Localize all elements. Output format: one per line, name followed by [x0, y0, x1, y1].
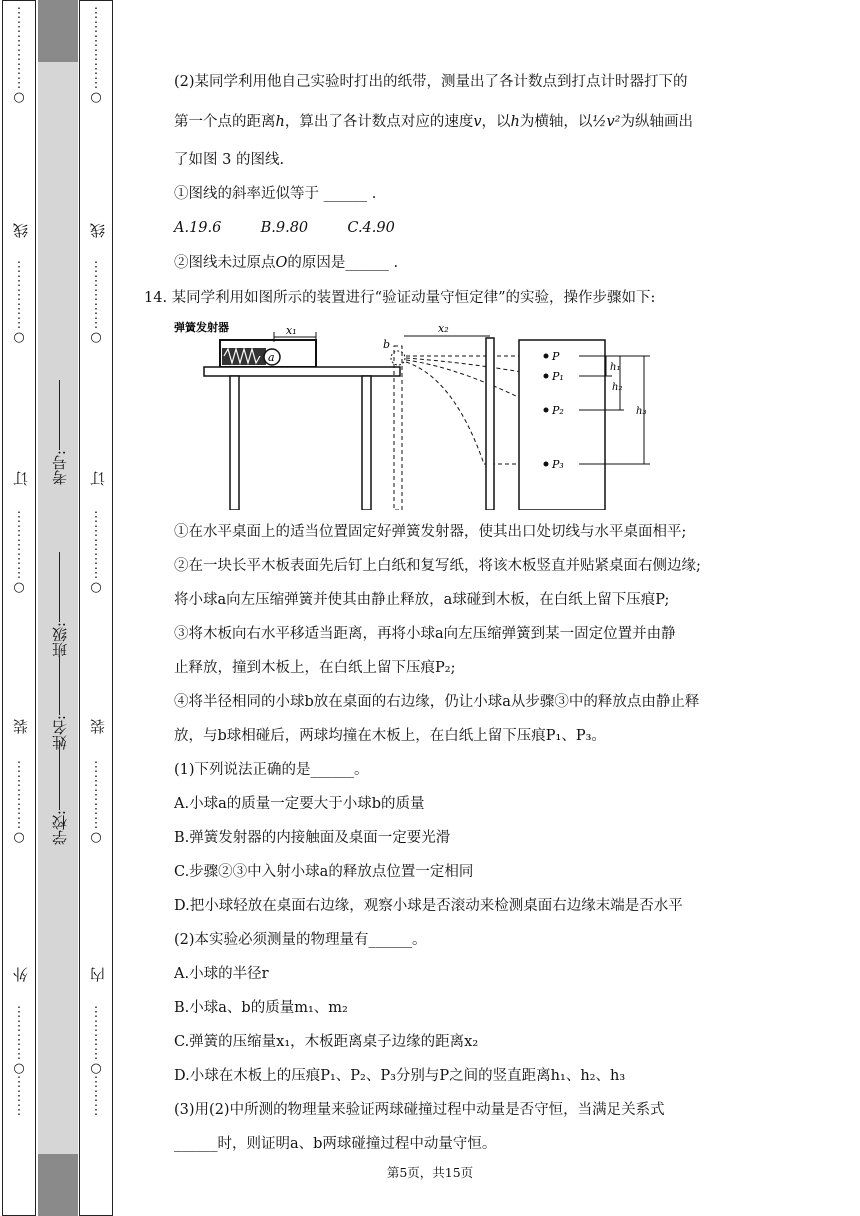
dot-column: ⋮ ⋮ ⋮ ⋮ ⋮ ○	[89, 760, 103, 845]
inner-binding-strip	[79, 0, 113, 1216]
experiment-figure	[174, 318, 654, 510]
gray-cap-top	[38, 0, 78, 62]
mark-P: P	[552, 350, 560, 363]
option-a: A.19.6	[174, 220, 222, 236]
launcher-label: 弹簧发射器	[174, 321, 229, 334]
dot-column: ⋮ ⋮ ⋮ ⋮ ⋮ ○	[89, 510, 103, 595]
mark-P1: P₁	[552, 370, 564, 383]
option-b: B.9.80	[260, 220, 309, 236]
dot-column: ⋮ ⋮ ⋮ ⋮ ⋮ ○	[12, 260, 26, 345]
outer-binding-strip	[2, 0, 36, 1216]
h2-label: h₂	[612, 382, 623, 393]
q14-q1-option-a: A.小球a的质量一定要大于小球b的质量	[174, 796, 425, 812]
inner-label-inside: 内	[89, 967, 107, 982]
q14-intro: 14. 某同学利用如图所示的装置进行“验证动量守恒定律”的实验，操作步骤如下:	[144, 290, 656, 306]
class-label: 班级:	[49, 552, 70, 657]
page-footer: 第5页，共15页	[386, 1165, 474, 1180]
outer-label-stitch: 装	[12, 719, 30, 734]
dot-column: ⋮ ⋮ ⋮ ⋮ ⋮ ⋮ ○	[89, 6, 103, 105]
dot-column: ⋮ ⋮ ⋮ ⋮ ⋮ ○	[12, 760, 26, 845]
q13-sub1: ①图线的斜率近似等于 ______ .	[174, 186, 377, 202]
mark-P2: P₂	[552, 404, 564, 417]
dot-column: ⋮ ⋮ ⋮ ⋮ ⋮ ○	[12, 510, 26, 595]
q14-q2-option-b: B.小球a、b的质量m₁、m₂	[174, 1000, 348, 1016]
q14-q1: (1)下列说法正确的是______。	[174, 762, 369, 778]
white-paper	[519, 340, 605, 510]
q14-step2b: 将小球a向左压缩弹簧并使其由静止释放，a球碰到木板，在白纸上留下压痕P;	[174, 592, 670, 608]
x1-label: x₁	[286, 324, 297, 337]
ball-a-label: a	[268, 351, 275, 364]
q14-q3b: ______时，则证明a、b两球碰撞过程中动量守恒。	[174, 1136, 497, 1152]
inner-label-stitch: 装	[89, 719, 107, 734]
q14-step4: ④将半径相同的小球b放在桌面的右边缘，仍让小球a从步骤③中的释放点由静止释	[174, 694, 700, 710]
q14-q2: (2)本实验必须测量的物理量有______。	[174, 932, 427, 948]
inner-label-line: 线	[89, 223, 107, 238]
board-second-position	[486, 338, 494, 510]
exam-no-label: 考号:	[49, 380, 70, 485]
q14-step3b: 止释放，撞到木板上，在白纸上留下压痕P₂;	[174, 660, 456, 676]
school-label: 学校:	[49, 740, 70, 845]
q14-q1-option-d: D.把小球轻放在桌面右边缘，观察小球是否滚动来检测桌面右边缘末端是否水平	[174, 898, 683, 914]
dot-column: ⋮ ⋮ ⋮ ⋮ ○ ⋮ ⋮ ⋮	[89, 1005, 103, 1118]
q13-part2-line1: (2)某同学利用他自己实验时打出的纸带，测量出了各计数点到打点计时器打下的	[174, 74, 688, 90]
student-info-strip	[38, 0, 78, 1216]
q14-q3: (3)用(2)中所测的物理量来验证两球碰撞过程中动量是否守恒，当满足关系式	[174, 1102, 665, 1118]
outer-label-bind: 订	[12, 471, 30, 486]
inner-label-bind: 订	[89, 471, 107, 486]
q13-options	[174, 218, 395, 238]
h3-label: h₃	[636, 406, 647, 417]
outer-label-outside: 外	[12, 967, 30, 982]
dot-column: ⋮ ⋮ ⋮ ⋮ ○ ⋮ ⋮ ⋮	[12, 1005, 26, 1118]
dot-column: ⋮ ⋮ ⋮ ⋮ ⋮ ⋮ ○	[12, 6, 26, 105]
outer-label-line: 线	[12, 223, 30, 238]
mark-P3: P₃	[552, 458, 564, 471]
q14-q1-option-b: B.弹簧发射器的内接触面及桌面一定要光滑	[174, 830, 451, 846]
q14-step4b: 放，与b球相碰后，两球均撞在木板上，在白纸上留下压痕P₁、P₃。	[174, 728, 606, 744]
q14-q2-option-a: A.小球的半径r	[174, 966, 269, 982]
ball-b-label: b	[383, 338, 391, 351]
q14-q2-option-c: C.弹簧的压缩量x₁，木板距离桌子边缘的距离x₂	[174, 1034, 479, 1050]
table-leg-left	[230, 376, 239, 510]
q14-step3: ③将木板向右水平移适当距离，再将小球a向左压缩弹簧到某一固定位置并由静	[174, 626, 676, 642]
table-top	[204, 367, 400, 376]
name-label: 姓名:	[49, 655, 70, 750]
question-number: 14.	[144, 290, 168, 306]
q13-part2-line2: 第一个点的距离h，算出了各计数点对应的速度v，以h为横轴，以½v²为纵轴画出	[174, 114, 693, 130]
dot-column: ⋮ ⋮ ⋮ ⋮ ⋮ ○	[89, 260, 103, 345]
q13-part2-line3: 了如图 3 的图线.	[174, 152, 285, 168]
x2-label: x₂	[438, 322, 449, 335]
q14-step1: ①在水平桌面上的适当位置固定好弹簧发射器，使其出口处切线与水平桌面相平;	[174, 524, 687, 540]
option-c: C.4.90	[347, 220, 395, 236]
table-leg-right	[362, 376, 371, 510]
q14-step2: ②在一块长平木板表面先后钉上白纸和复写纸，将该木板竖直并贴紧桌面右侧边缘;	[174, 558, 701, 574]
ball-b	[391, 351, 405, 365]
q13-sub2: ②图线未过原点O的原因是______ .	[174, 255, 399, 271]
h1-label: h₁	[610, 362, 621, 373]
q14-q2-option-d: D.小球在木板上的压痕P₁、P₂、P₃分别与P之间的竖直距离h₁、h₂、h₃	[174, 1068, 626, 1084]
q14-q1-option-c: C.步骤②③中入射小球a的释放点位置一定相同	[174, 864, 474, 880]
